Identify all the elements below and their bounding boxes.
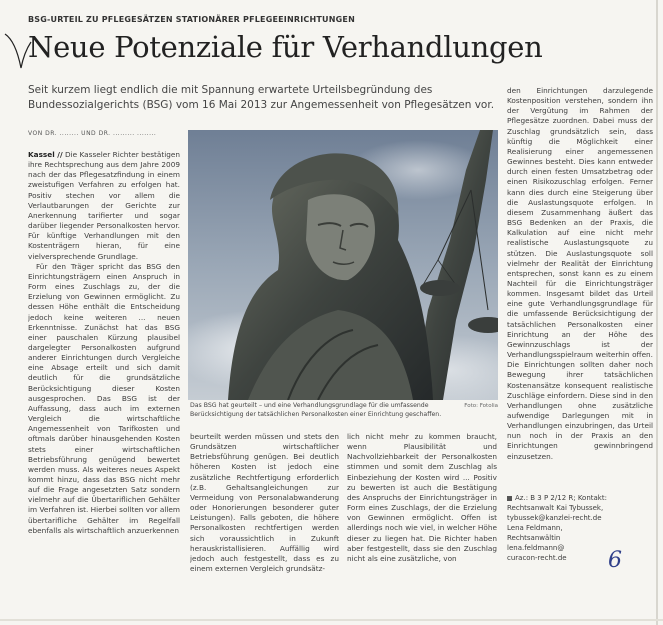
bio-line-2: tybussek@kanzlei-recht.de — [507, 514, 602, 522]
col1-paragraph-1: Die Kasseler Richter bestätigen ihre Rechtsprechung aus dem Jahre 2009 nach der das Pflegesatzfindung in einem zweistufigen Verfahren zu erfolgen hat. Positiv stechen vor allem die Verlautbarungen der Gerichte zur Anerkennung tarifierter und sogar darüber liegender Personalkosten hervor. Für künftige Verhandlungen mit den Kostenträgern hieran, für eine vielversprechende Grundlage. — [28, 150, 180, 261]
bio-line-1: Az.: B 3 P 2/12 R; Kontakt: Rechtsanwalt Kai Tybussek, — [507, 494, 607, 512]
bio-line-5: lena.feldmann@ — [507, 544, 565, 552]
headline: Neue Potenziale für Verhandlungen — [28, 30, 543, 64]
col3-paragraph: lich nicht mehr zu kommen braucht, wenn Plausibilität und Nachvollziehbarkeit der Personalkosten stimmen und somit dem Zuschlag als Einbeziehung der Kosten wird ... Positiv zu bewerten ist auch die Bestätigung des Anspruchs der Einrichtungsträger in Form eines Zuschlags, der die Erzielung von Gewinnen ermöglicht. Offen ist allerdings noch wie viel, in welcher Höhe dieser zu liegen hat. Die Richter haben aber festgestellt, dass sie den Zuschlag nicht als eine zusätzliche, von — [347, 432, 497, 563]
bio-line-6: curacon-recht.de — [507, 554, 567, 562]
article-column-1 — [28, 150, 180, 615]
article-column-3 — [347, 432, 497, 617]
caption-text: Das BSG hat geurteilt – und eine Verhandlungsgrundlage für die umfassende Berücksichtigung der tatsächlichen Personalkosten einer Einrichtung geschaffen. — [190, 402, 442, 418]
article-column-4 — [507, 86, 653, 468]
photo-caption — [190, 402, 498, 419]
byline: VON DR. ........ UND DR. ......... ........ — [28, 130, 157, 137]
kicker: BSG-URTEIL ZU PFLEGESÄTZEN STATIONÄRER PFLEGEEINRICHTUNGEN — [28, 15, 355, 24]
author-info — [507, 493, 653, 563]
bullet-square-icon — [507, 496, 512, 501]
col4-paragraph: den Einrichtungen darzulegende Kostenposition verstehen, sondern ihn der Vergütung im Rahmen der Pflegesätze zuordnen. Dabei muss der Zuschlag grundsätzlich sein, dass künftig die Möglichkeit einer Realisierung einer angemessenen Gewinnes besteht. Dies kann entweder durch einen festen Umsatzbetrag oder einen Risikozuschlag erfolgen. Ferner kann dies durch eine Steigerung über die Auslastungsquote erfolgen. In diesem Zusammenhang äußert das BSG Bedenken an der Praxis, die Kalkulation auf eine nicht mehr realistische Auslastungsquote zu stützen. Die Auslastungsquote soll vielmehr der Realität der Einrichtung entsprechen, sonst kann es zu einem Nachteil für die Einrichtungsträger kommen. Insgesamt bildet das Urteil eine gute Verhandlungsgrundlage für die umfassende Berücksichtigung der tatsächlichen Personalkosten einer Einrichtung an der Höhe des Gewinnzuschlags ist der Verhandlungsspielraum weiterhin offen. Die Einrichtungen sollten daher noch Bewegung ihrer tatsächlichen Kostenansätze konsequent realistische Zuschläge einfordern. Diese sind in den Verhandlungen ohne zusätzliche aufwendige Darlegungen mit in Verhandlungen einzubringen, das Urteil nun noch in der Praxis an den Einrichtungen gewinnbringend einzusetzen. — [507, 86, 653, 461]
photo-credit: Foto: Fotolia — [464, 403, 498, 409]
article-column-2 — [190, 432, 339, 617]
page-number: 6 — [608, 548, 622, 573]
dateline: Kassel // — [28, 150, 63, 159]
col2-paragraph: beurteilt werden müssen und stets den Grundsätzen wirtschaftlicher Betriebsführung genügen. Bei deutlich höheren Kosten ist jedoch eine zusätzliche Rechtfertigung erforderlich (z.B. Gehaltsangleichungen zur Vermeidung von Personalabwanderung oder Honorierungen besonderer guter Leistungen). Falls geboten, die höhere Personalkosten rechtfertigen werden sich voraussichtlich in Zukunft herauskristallisieren. Auffällig wird jedoch auch festgestellt, dass es zu einem externen Vergleich grundsätz- — [190, 432, 339, 574]
col1-paragraph-2: Für den Träger spricht das BSG den Einrichtungsträgern einen Anspruch in Form eines Zuschlags zu, der die Erzielung von Gewinnen ermöglicht. Zu dessen Höhe enthält die Entscheidung jedoch keine weiteren ... neuen Erkenntnisse. Zunächst hat das BSG einer pauschalen Kürzung plausibel dargelegter Personalkosten aufgrund anderer Einrichtungen durch Vergleiche eine Absage erteilt und sich damit deutlich für die grundsätzliche Berücksichtigung dieser Kosten ausgesprochen. Das BSG ist der Auffassung, dass auch im externen Vergleich die wirtschaftliche Angemessenheit von Tarifkosten und oftmals darüber hinausgehenden Kosten stets einer wirtschaftlichen Betriebsführung genügend bewertet werden muss. Als weiteres neues Aspekt kommt hinzu, dass das BSG nicht mehr auf die Frage angesetzten Satz sondern vielmehr auf die Übertariflichen Gehälter im Verfahren ist. Hierbei sollten vor allem übertarifliche Gehälter im Regelfall ebenfalls als wirtschaftlich anzuerkennen — [28, 261, 180, 535]
lady-justice-statue-image — [188, 130, 498, 400]
bio-line-3: Lena Feldmann, — [507, 524, 563, 532]
lead-paragraph: Seit kurzem liegt endlich die mit Spannung erwartete Urteilsbegründung des Bundessozialgerichts (BSG) vom 16 Mai 2013 zur Angemessenheit von Pflegesätzen vor. — [28, 84, 495, 111]
bio-line-4: Rechtsanwältin — [507, 534, 561, 542]
